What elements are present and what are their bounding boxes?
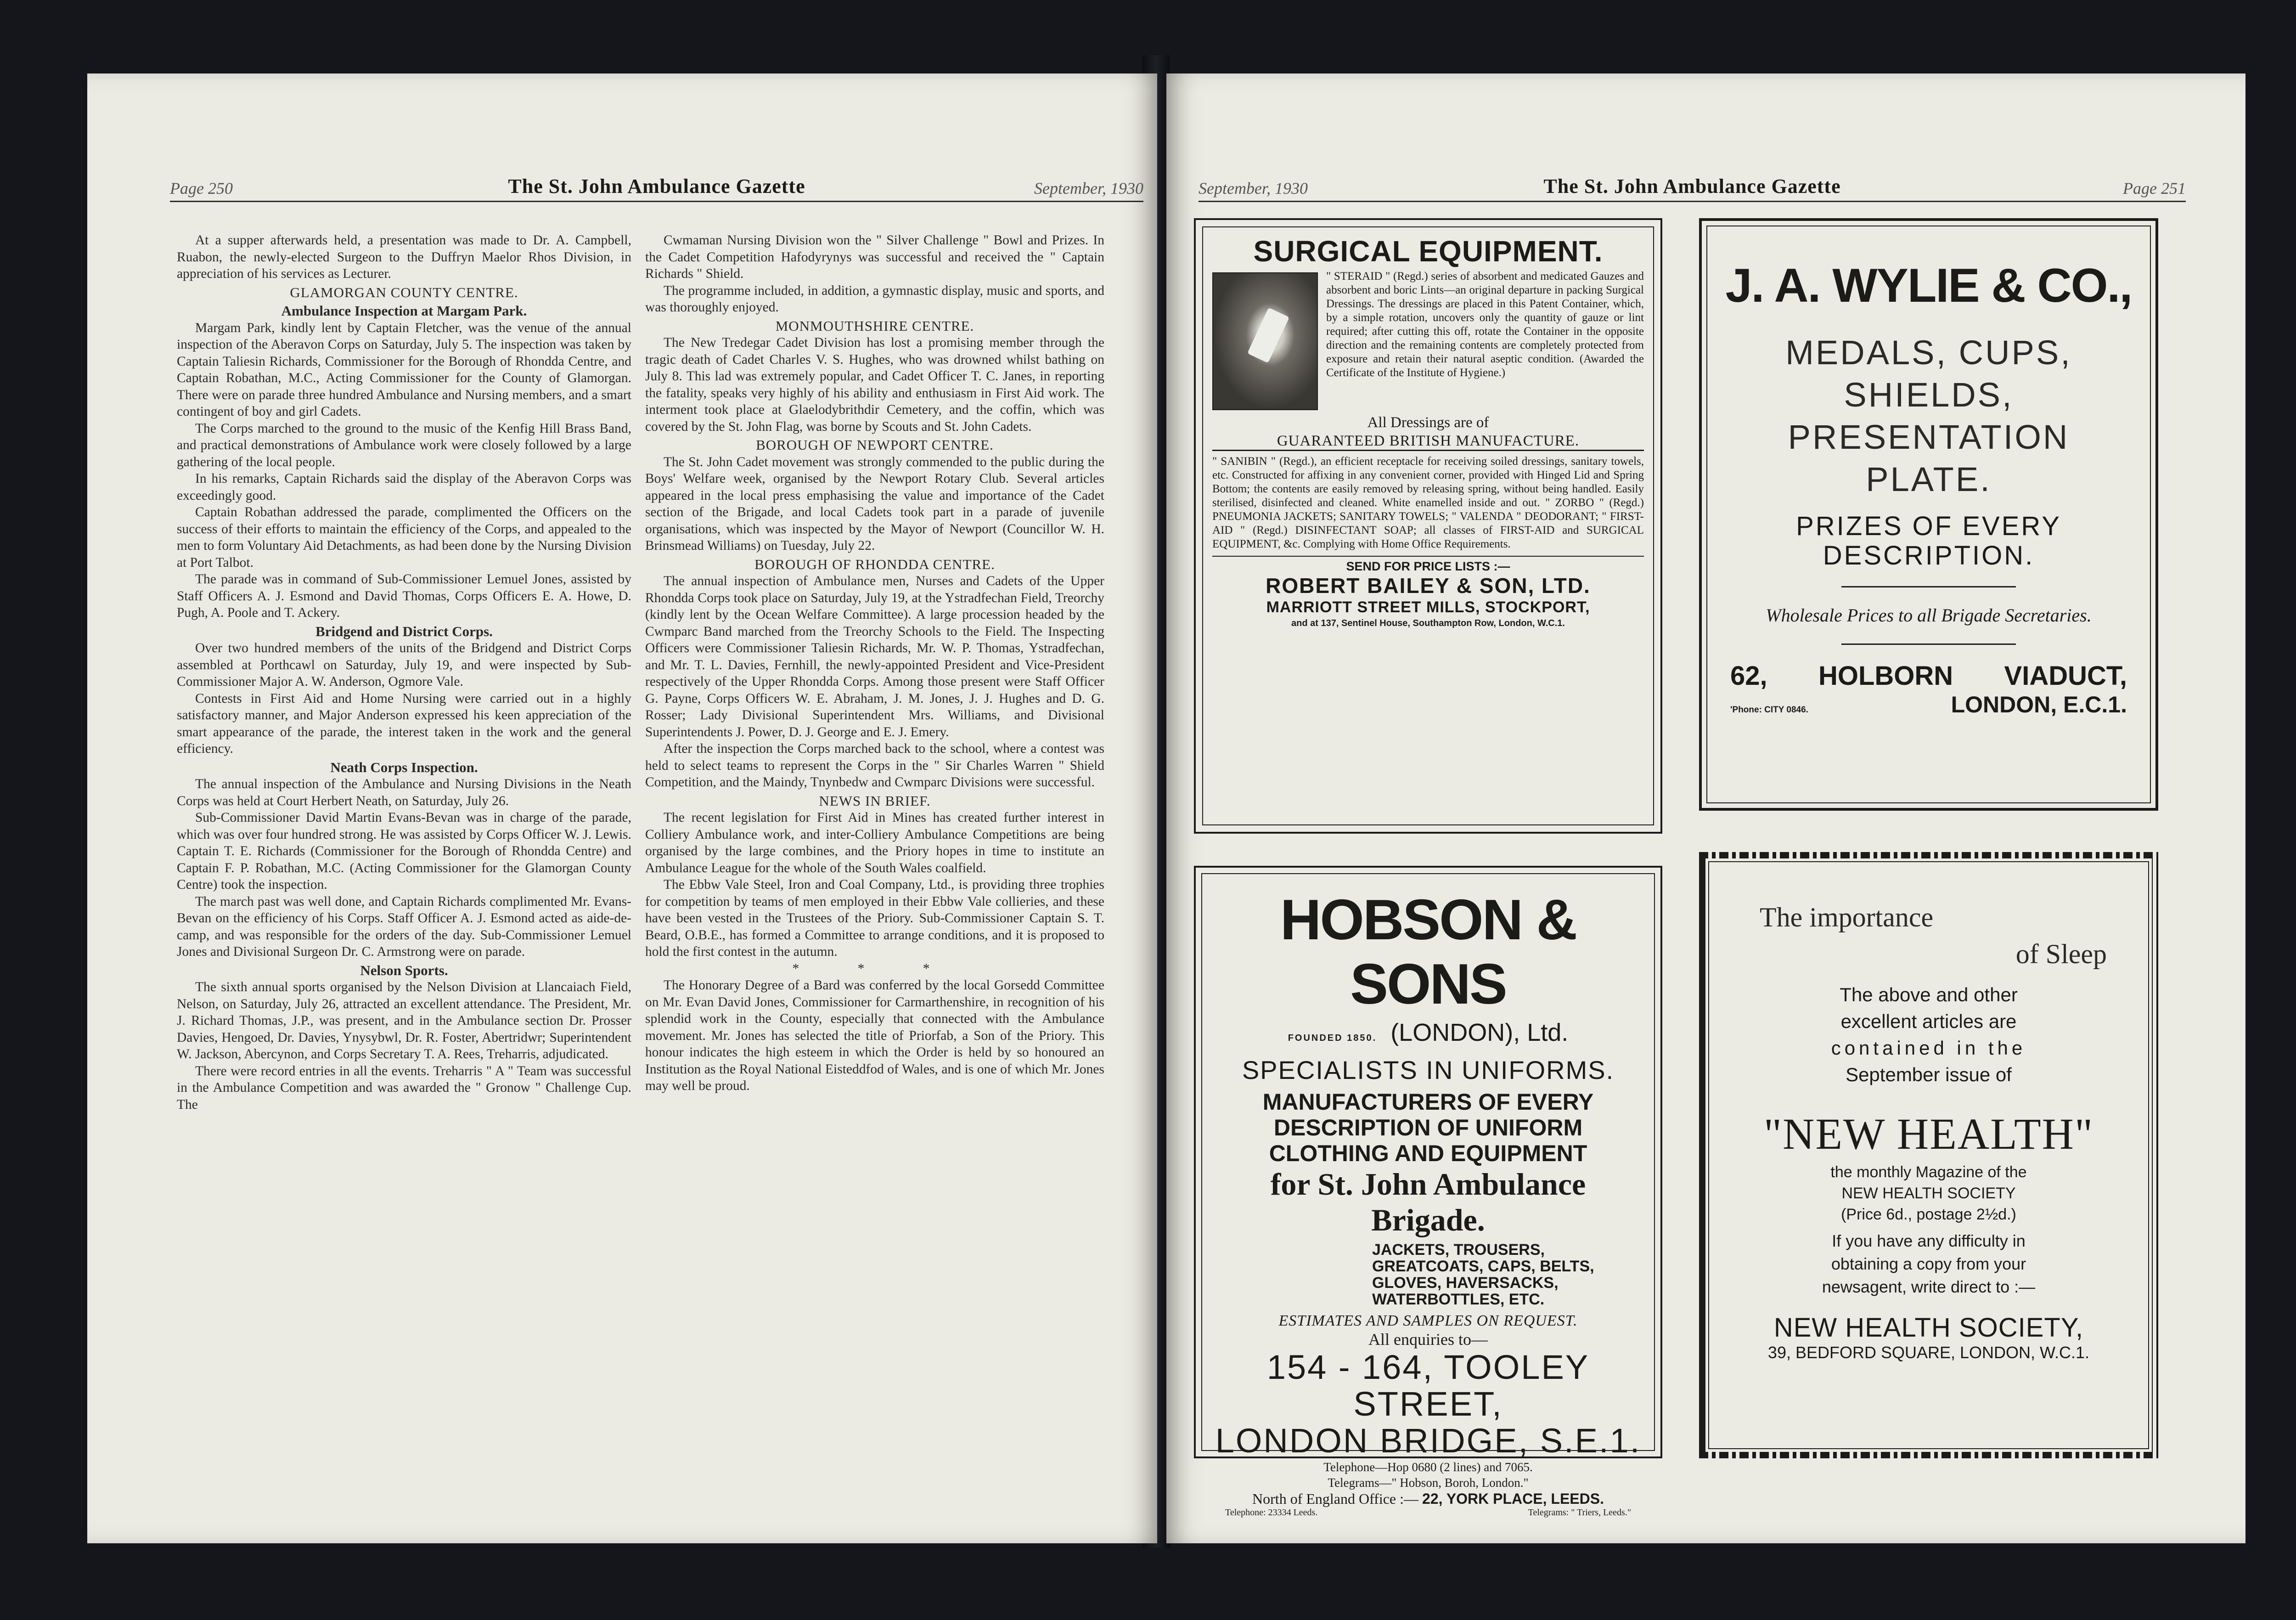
- ad-line: PLATE.: [1866, 460, 1992, 498]
- divider: [1841, 586, 2016, 587]
- north-office-address: 22, YORK PLACE, LEEDS.: [1422, 1490, 1604, 1507]
- magazine-title: "NEW HEALTH": [1763, 1109, 2094, 1158]
- paragraph: The annual inspection of the Ambulance and Nursing Divisions in the Neath Corps was held at Court Herbert Neath, on Saturday, July 26.: [177, 777, 631, 808]
- ad-call-to-action: SEND FOR PRICE LISTS :—: [1212, 556, 1644, 573]
- company-name: HOBSON & SONS: [1280, 888, 1576, 1016]
- phone-number: 'Phone: CITY 0846.: [1730, 705, 1808, 715]
- company-address: 154 - 164, TOOLEY STREET,: [1266, 1348, 1590, 1423]
- ad-line: SHIELDS,: [1844, 376, 2014, 414]
- company-address: MARRIOTT STREET MILLS, STOCKPORT,: [1266, 598, 1590, 616]
- price: (Price 6d., postage 2½d.): [1841, 1206, 2016, 1223]
- advertisement-wylie: [1699, 218, 2158, 811]
- company-suffix: (LONDON), Ltd.: [1390, 1019, 1569, 1046]
- ad-body-text: " STERAID " (Regd.) series of absorbent and medicated Gauzes and absorbent and boric Lints—an original departure in packing Surgical Dressings. The dressings are placed in this Patent Container, which, by a simple rotation, uncovers only the quantity of gauze or lint required; after cutting this off, rotate the Container in the opposite direction and the remaining contents are completely protected from exposure and retain their natural aseptic condition. (Awarded the Certificate of the Institute of Hygiene.): [1326, 270, 1644, 379]
- page-number: Page 251: [2123, 179, 2186, 198]
- paragraph: The New Tredegar Cadet Division has lost a promising member through the tragic death of Cadet Charles V. S. Hughes, who was drowned whilst bathing on July 8. This lad was extremely popular, and Cadet Officer T. C. Janes, in reporting the fatality, speaks very highly of his ability and enthusiasm in First Aid work. The interment took place at Glaelodybrithdir Cemetery, and the coffin, which was covered by the St. John Flag, was borne by Scouts and St. John Cadets.: [645, 335, 1104, 434]
- ad-body-text: MANUFACTURERS OF EVERY DESCRIPTION OF UNIFORM CLOTHING AND EQUIPMENT: [1262, 1089, 1594, 1166]
- company-address: LONDON BRIDGE, S.E.1.: [1215, 1422, 1641, 1460]
- paragraph: There were record entries in all the events. Treharris " A " Team was successful in the Ambulance Competition and was awarded the " Gronow " Challenge Cup. The: [177, 1063, 631, 1112]
- issue-date: September, 1930: [1034, 179, 1143, 198]
- founded-line: [1202, 1016, 1654, 1054]
- ad-body-text: contained in the: [1831, 1037, 2026, 1059]
- paragraph: The Corps marched to the ground to the music of the Kenfig Hill Brass Band, and practical demonstrations of Ambulance work were closely followed by a large gathering of the local people.: [177, 421, 631, 469]
- gazette-title: The St. John Ambulance Gazette: [508, 175, 805, 198]
- company-london-address: and at 137, Sentinel House, Southampton Row, London, W.C.1.: [1291, 618, 1565, 628]
- north-telephone: Telephone: 23334 Leeds.: [1225, 1507, 1318, 1518]
- paragraph: Captain Robathan addressed the parade, complimented the Officers on the success of their efforts to maintain the efficiency of the Corps, and appealed to the men to form Voluntary Aid Detachments, as had been done by the Nursing Division at Port Talbot.: [177, 505, 631, 570]
- ad-body-text: September issue of: [1846, 1064, 2012, 1085]
- society-name: NEW HEALTH SOCIETY: [1841, 1185, 2016, 1202]
- north-office: [1202, 1490, 1654, 1507]
- left-page: [87, 73, 1157, 1543]
- paragraph: The Honorary Degree of a Bard was conferred by the local Gorsedd Committee on Mr. Evan David Jones, Commissioner for Carmarthenshire, in recognition of his splendid work in the County, especially that connected with the Ambulance movement. Mr. Jones has selected the title of Priorfab, a Son of the Priory. This honour indicates the high esteem in which the Order is held by so honoured an Institution as the Royal National Eisteddfod of Wales, and is one of which Mr. Jones may well be proud.: [645, 978, 1104, 1093]
- paragraph: The St. John Cadet movement was strongly commended to the public during the Boys' Welfare week, organised by the Newport Rotary Club. Several articles appeared in the local press emphasising the value and importance of the Cadet section of the Brigade, and local Cadets took part in a parade of juvenile organisations, which was inspected by the Mayor of Newport (Councillor W. H. Brinsmead Williams) on Tuesday, July 22.: [645, 454, 1104, 553]
- telephone: Telephone—Hop 0680 (2 lines) and 7065.: [1323, 1460, 1533, 1474]
- paragraph: The annual inspection of Ambulance men, Nurses and Cadets of the Upper Rhondda Corps took place on Saturday, July 19, at the Ystradfechan Field, Treorchy (kindly lent by the Ocean Welfare Committee). A large procession headed by the Cwmparc Band marched from the Treorchy Schools to the Field. The Inspecting Officers were Commissioner Taliesin Richards, Mr. W. P. Thomas, Ystradfechan, and Mr. T. L. Davies, Fernhill, the newly-appointed President and Vice-President respectively of the Upper Rhondda Corps. Among those present were Staff Officer G. Payne, Corps Officers W. E. Abraham, J. M. Jones, J. J. Hughes and D. G. Rosser; Lady Divisional Superintendent Mrs. Williams, and Divisional Superintendents J. Power, D. J. George and E. J. Emery.: [645, 574, 1104, 739]
- left-page-header: [170, 170, 1143, 202]
- gazette-title: The St. John Ambulance Gazette: [1543, 175, 1841, 198]
- paragraph: The programme included, in addition, a gymnastic display, music and sports, and was thoroughly enjoyed.: [645, 283, 1104, 315]
- ad-tagline: Wholesale Prices to all Brigade Secretaries.: [1766, 605, 2092, 626]
- dressing-container-photo: [1212, 272, 1318, 410]
- ad-subheading: GUARANTEED BRITISH MANUFACTURE.: [1212, 432, 1644, 451]
- paragraph: Over two hundred members of the units of the Bridgend and District Corps assembled at Porthcawl on Saturday, July 19, and were inspected by Sub-Commissioner Major A. W. Anderson, Ogmore Vale.: [177, 641, 631, 689]
- section-heading: BOROUGH OF NEWPORT CENTRE.: [756, 437, 994, 453]
- paragraph: The march past was well done, and Captain Richards complimented Mr. Evans-Bevan on the efficiency of his Corps. Staff Officer A. J. Esmond acted as aide-de-camp, and was responsible for the orders of the day. Sub-Commissioner Lemuel Jones and Divisional Surgeon Dr. C. Armstrong were on parade.: [177, 894, 631, 959]
- paragraph: The sixth annual sports organised by the Nelson Division at Llancaiach Field, Nelson, on Saturday, July 26, attracted an excellent attendance. The President, Mr. J. Richard Thomas, J.P., was present, and in the Ambulance section Dr. Prosser Davies, Hengoed, Dr. Davies, Ynysybwl, Dr. R. Foster, Abertridwr; Superintendent W. Jackson, Abercynon, and Corps Secretary T. A. Rees, Treharris, adjudicated.: [177, 980, 631, 1061]
- paragraph: The recent legislation for First Aid in Mines has created further interest in Colliery Ambulance work, and inter-Colliery Ambulance Competitions are being organised by the large combines, and the Priory hopes in time to institute an Ambulance League for the whole of the South Wales coalfield.: [645, 810, 1104, 875]
- company-name: ROBERT BAILEY & SON, LTD.: [1266, 574, 1591, 598]
- company-name: J. A. WYLIE & CO.,: [1725, 259, 2132, 312]
- paragraph: The parade was in command of Sub-Commissioner Lemuel Jones, assisted by Staff Officers A. J. Esmond and David Thomas, Corps Officers E. A. Howe, D. Pugh, A. Poole and T. Ackery.: [177, 572, 631, 620]
- society-address: 39, BEDFORD SQUARE, LONDON, W.C.1.: [1767, 1343, 2090, 1362]
- subsection-heading: Neath Corps Inspection.: [330, 759, 478, 775]
- article-column-2: [645, 232, 1104, 1095]
- subsection-heading: Ambulance Inspection at Margam Park.: [281, 303, 527, 319]
- ad-line: DESCRIPTION.: [1823, 541, 2035, 570]
- advertisement-surgical-equipment: [1194, 218, 1662, 834]
- article-column-1: [177, 232, 631, 1113]
- paragraph: After the inspection the Corps marched back to the school, where a contest was held to select teams to represent the Corps in the " Sir Charles Warren " Shield Competition, and the Maindy, Tnynbedw and Cwmparc Divisions were successful.: [645, 741, 1104, 790]
- society-name: NEW HEALTH SOCIETY,: [1773, 1313, 2084, 1343]
- ad-body-text: The above and other excellent articles are: [1840, 984, 2018, 1032]
- paragraph: The Ebbw Vale Steel, Iron and Coal Company, Ltd., is providing three trophies for competition by teams of men employed in their Ebbw Vale collieries, and these have been vested in the Trustees of the Priory. Sub-Commissioner Captain S. T. Beard, O.B.E., has formed a Committee to arrange conditions, and it is proposed to hold the first contest in the autumn.: [645, 877, 1104, 959]
- section-heading: MONMOUTHSHIRE CENTRE.: [775, 317, 974, 334]
- section-heading: BOROUGH OF RHONDDA CENTRE.: [754, 556, 995, 572]
- ad-note: ESTIMATES AND SAMPLES ON REQUEST.: [1278, 1312, 1578, 1329]
- ad-brigade-line: for St. John Ambulance Brigade.: [1270, 1167, 1586, 1237]
- paragraph: In his remarks, Captain Richards said the display of the Aberavon Corps was exceedingly good.: [177, 471, 631, 503]
- paragraph: At a supper afterwards held, a presentation was made to Dr. A. Campbell, Ruabon, the newly-elected Surgeon to the Duffryn Maelor Rhos Division, in appreciation of his services as Lecturer.: [177, 233, 631, 281]
- ad-body-text: " SANIBIN " (Regd.), an efficient receptacle for receiving soiled dressings, sanitary towels, etc. Constructed for affixing in any convenient corner, provided with Hinged Lid and Spring Bottom; the contents are easily removed by releasing spring, without being handled. Easily sterilised, disinfected and cleaned. White enamelled inside and out. " ZORBO " (Regd.) PNEUMONIA JACKETS; SANITARY TOWELS; " VALENDA " DEODORANT; " FIRST-AID " (Regd.) DISINFECTANT SOAP; all classes of FIRST-AID and SURGICAL EQUIPMENT, &c. Complying with Home Office Requirements.: [1212, 455, 1644, 550]
- section-divider-stars: * * *: [792, 961, 957, 976]
- ad-line: PRIZES OF EVERY: [1796, 511, 2061, 541]
- ad-subheading: All Dressings are of: [1367, 414, 1489, 431]
- page-number: Page 250: [170, 179, 233, 198]
- section-heading: GLAMORGAN COUNTY CENTRE.: [290, 284, 518, 300]
- city: LONDON, E.C.1.: [1951, 692, 2127, 717]
- founded-year: FOUNDED 1850.: [1288, 1033, 1377, 1043]
- issue-date: September, 1930: [1199, 179, 1308, 198]
- ad-headline: The importance: [1760, 902, 1934, 932]
- north-office-label: North of England Office :—: [1252, 1490, 1419, 1507]
- telegrams: Telegrams—" Hobson, Boroh, London.": [1328, 1476, 1529, 1490]
- divider: [1841, 643, 2016, 645]
- company-address: 62, HOLBORN VIADUCT,: [1730, 661, 2127, 691]
- paragraph: Cwmaman Nursing Division won the " Silver Challenge " Bowl and Prizes. In the Cadet Competition Hafodyrynys was successful and received the " Captain Richards " Shield.: [645, 233, 1104, 281]
- north-telegrams: Telegrams: " Triers, Leeds.": [1528, 1507, 1631, 1518]
- subsection-heading: Nelson Sports.: [360, 962, 448, 978]
- paragraph: Contests in First Aid and Home Nursing were carried out in a highly satisfactory manner, and Major Anderson expressed his keen appreciation of the smart appearance of the parade, the interest taken in the work and the general efficiency.: [177, 691, 631, 756]
- ad-line: PRESENTATION: [1788, 418, 2070, 456]
- ad-headline: SPECIALISTS IN UNIFORMS.: [1242, 1056, 1615, 1084]
- ad-note: All enquiries to—: [1368, 1330, 1488, 1349]
- right-page-header: [1199, 170, 2186, 202]
- product-list: JACKETS, TROUSERS, GREATCOATS, CAPS, BELTS, GLOVES, HAVERSACKS, WATERBOTTLES, ETC.: [1372, 1241, 1594, 1308]
- ad-headline: of Sleep: [2015, 939, 2107, 969]
- ad-line: MEDALS, CUPS,: [1785, 333, 2072, 372]
- advertisement-new-health: [1699, 852, 2158, 1458]
- ad-body-text: If you have any difficulty in obtaining a copy from your newsagent, write direct to :—: [1822, 1231, 2036, 1296]
- paragraph: Sub-Commissioner David Martin Evans-Bevan was in charge of the parade, which was over four hundred strong. He was assisted by Corps Officer W. J. Lewis. Captain T. E. Richards (Commissioner for the Borough of Rhondda Centre) and Captain F. P. Robathan, M.C. (Acting Commissioner for the Glamorgan County Centre) took the inspection.: [177, 810, 631, 892]
- advertisement-hobson: [1194, 866, 1662, 1518]
- ad-body-text: the monthly Magazine of the: [1830, 1163, 2027, 1181]
- paragraph: Margam Park, kindly lent by Captain Fletcher, was the venue of the annual inspection of the Aberavon Corps on Saturday, July 5. The inspection was taken by Captain Taliesin Richards, Commissioner for the Borough of Rhondda Centre, and Captain Robathan, M.C., Acting Commissioner for the County of Glamorgan. There were on parade three hundred Ambulance and Nursing members, and a smart contingent of boy and girl Cadets.: [177, 320, 631, 419]
- ad-title: SURGICAL EQUIPMENT.: [1253, 235, 1603, 268]
- section-heading: NEWS IN BRIEF.: [819, 792, 931, 809]
- subsection-heading: Bridgend and District Corps.: [315, 623, 493, 639]
